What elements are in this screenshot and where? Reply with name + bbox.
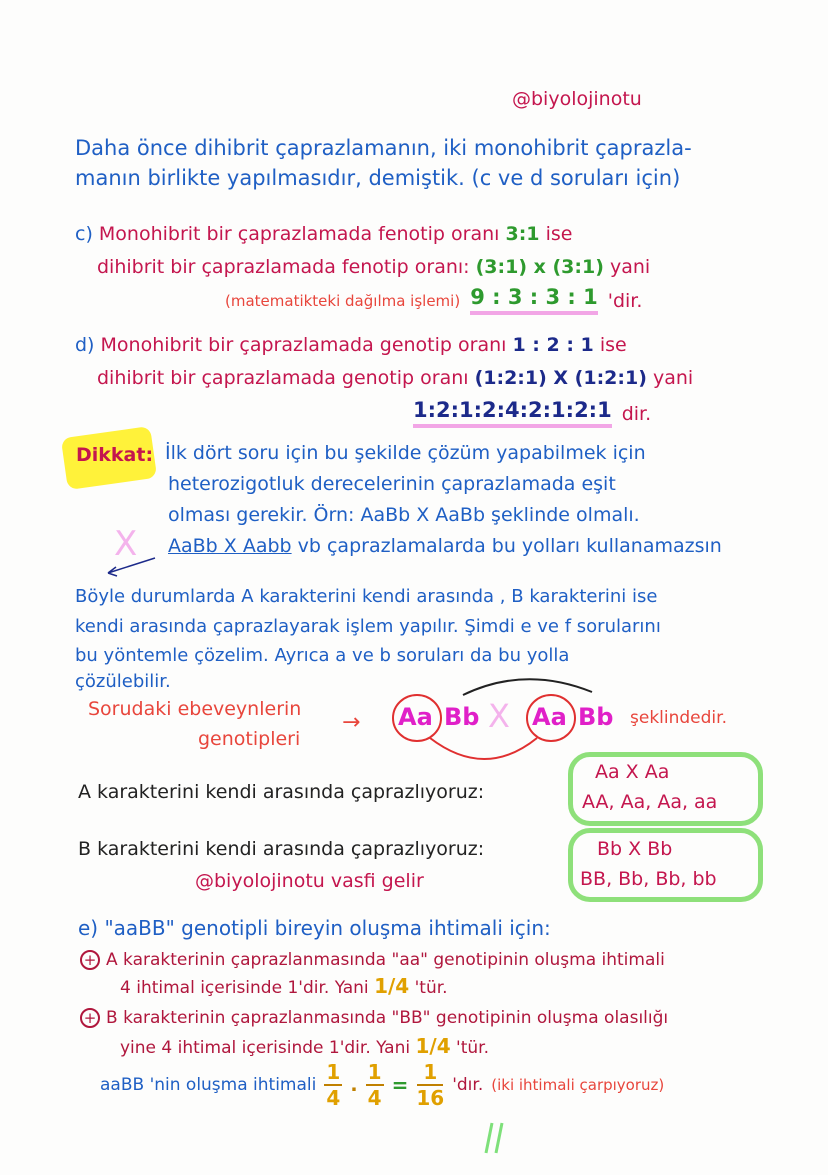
e-point-2-line-2 xyxy=(120,1036,489,1057)
parent-2-a: Aa xyxy=(532,703,567,731)
c-line-3 xyxy=(225,287,642,315)
a-cross-bottom: AA, Aa, Aa, aa xyxy=(582,791,718,813)
e-p1-text-2: 4 ihtimal içerisinde 1'dir. Yani xyxy=(120,978,369,998)
parents-label-1: Sorudaki ebeveynlerin xyxy=(88,698,302,720)
parent-1-b: Bb xyxy=(444,703,480,731)
e-final-suffix: 'dır. xyxy=(452,1074,484,1095)
d-suffix: dir. xyxy=(621,402,652,425)
c-label: c) xyxy=(75,223,93,245)
d-label: d) xyxy=(75,334,95,356)
d-ise: ise xyxy=(599,334,627,356)
e-p2-text: B karakterinin çaprazlanmasında "BB" genotipinin oluşma olasılığı xyxy=(106,1008,669,1028)
para-line-1: Böyle durumlarda A karakterini kendi arasında , B karakterini ise xyxy=(75,586,658,607)
f1-den: 4 xyxy=(326,1086,341,1110)
a-cross-top: Aa X Aa xyxy=(595,761,670,783)
d-result: 1:2:1:2:4:2:1:2:1 xyxy=(413,400,612,428)
e-final-note: (iki ihtimali çarpıyoruz) xyxy=(491,1075,665,1094)
c-line-2 xyxy=(97,258,650,277)
d-line-1 xyxy=(75,336,627,355)
dikkat-line-3: olması gerekir. Örn: AaBb X AaBb şeklinde olmalı. xyxy=(168,504,640,526)
f3-num: 1 xyxy=(423,1060,438,1084)
dikkat-line-1: İlk dört soru için bu şekilde çözüm yapabilmek için xyxy=(165,442,646,464)
fraction-1 xyxy=(324,1062,342,1108)
e-p1-suffix: 'tür. xyxy=(414,978,448,998)
fraction-2 xyxy=(366,1062,384,1108)
dikkat-label: Dikkat: xyxy=(76,444,154,466)
plus-circle-icon: + xyxy=(80,950,100,970)
double-underline-mark xyxy=(478,1118,508,1158)
parents-suffix: şeklindedir. xyxy=(630,708,727,728)
dikkat-line-4 xyxy=(168,537,722,556)
c-text: Monohibrit bir çaprazlamada fenotip oranı xyxy=(98,223,500,245)
b-cross-text: B karakterini kendi arasında çaprazlıyoruz: xyxy=(78,838,485,860)
e-point-1 xyxy=(80,950,665,970)
para-line-2: kendi arasında çaprazlayarak işlem yapılır. Şimdi e ve f sorularını xyxy=(75,616,661,637)
b-cross-bottom: BB, Bb, Bb, bb xyxy=(580,868,717,890)
c-ise: ise xyxy=(545,223,573,245)
c-text-2: dihibrit bir çaprazlamada fenotip oranı: xyxy=(97,256,470,278)
e-point-1-line-2 xyxy=(120,976,448,997)
e-final-line xyxy=(100,1062,664,1108)
d-line-2 xyxy=(97,369,693,388)
e-p2-suffix: 'tür. xyxy=(456,1038,489,1058)
c-note: (matematikteki dağılma işlemi) xyxy=(225,291,461,310)
e-p1-text: A karakterinin çaprazlanmasında "aa" genotipinin oluşma ihtimali xyxy=(106,950,665,970)
e-p2-text-2: yine 4 ihtimal içerisinde 1'dir. Yani xyxy=(120,1038,411,1058)
f2-den: 4 xyxy=(367,1086,382,1110)
d-line-3 xyxy=(413,400,651,428)
f3-den: 16 xyxy=(416,1086,445,1110)
d-product: (1:2:1) X (1:2:1) xyxy=(474,367,647,389)
c-suffix: 'dir. xyxy=(607,289,643,312)
dikkat-rest: vb çaprazlamalarda bu yolları kullanamazsın xyxy=(297,535,722,557)
watermark: @biyolojinotu xyxy=(512,88,642,110)
wrong-x-mark: X xyxy=(114,524,138,564)
e-final-label: aaBB 'nin oluşma ihtimali xyxy=(100,1074,317,1095)
dot: . xyxy=(350,1073,358,1096)
f1-num: 1 xyxy=(326,1060,341,1084)
e-point-2 xyxy=(80,1008,668,1028)
d-yani: yani xyxy=(652,367,694,389)
c-yani: yani xyxy=(609,256,651,278)
a-cross-text: A karakterini kendi arasında çaprazlıyoruz: xyxy=(78,781,485,803)
plus-circle-icon: + xyxy=(80,1008,100,1028)
parent-1-a: Aa xyxy=(398,703,433,731)
arrow-icon xyxy=(100,555,160,580)
c-ratio: 3:1 xyxy=(505,223,540,245)
para-line-4: çözülebilir. xyxy=(75,671,171,692)
parent-2-b: Bb xyxy=(578,703,614,731)
intro-line-2: manın birlikte yapılmasıdır, demiştik. (c ve d soruları için) xyxy=(75,166,681,190)
e-p1-fraction: 1/4 xyxy=(374,974,410,998)
para-line-3: bu yöntemle çözelim. Ayrıca a ve b soruları da bu yolla xyxy=(75,645,570,666)
dikkat-line-2: heterozigotluk derecelerinin çaprazlamada eşit xyxy=(168,473,616,495)
e-title: e) "aaBB" genotipli bireyin oluşma ihtimali için: xyxy=(78,916,551,940)
equals: = xyxy=(391,1073,409,1097)
c-result: 9 : 3 : 3 : 1 xyxy=(470,287,598,315)
b-cross-top: Bb X Bb xyxy=(597,838,673,860)
d-text: Monohibrit bir çaprazlamada genotip oranı xyxy=(100,334,507,356)
parents-label-2: genotipleri xyxy=(198,728,301,750)
c-line-1 xyxy=(75,225,572,244)
f2-num: 1 xyxy=(367,1060,382,1084)
intro-line-1: Daha önce dihibrit çaprazlamanın, iki monohibrit çaprazla- xyxy=(75,136,692,160)
wrong-example: AaBb X Aabb xyxy=(168,535,292,557)
parents-arrow: → xyxy=(342,710,361,735)
d-text-2: dihibrit bir çaprazlamada genotip oranı xyxy=(97,367,469,389)
signature: @biyolojinotu vasfi gelir xyxy=(195,870,424,892)
c-product: (3:1) x (3:1) xyxy=(475,256,604,278)
e-p2-fraction: 1/4 xyxy=(415,1034,451,1058)
d-ratio: 1 : 2 : 1 xyxy=(512,334,594,356)
fraction-3 xyxy=(416,1062,444,1108)
cross-x: X xyxy=(488,697,510,735)
